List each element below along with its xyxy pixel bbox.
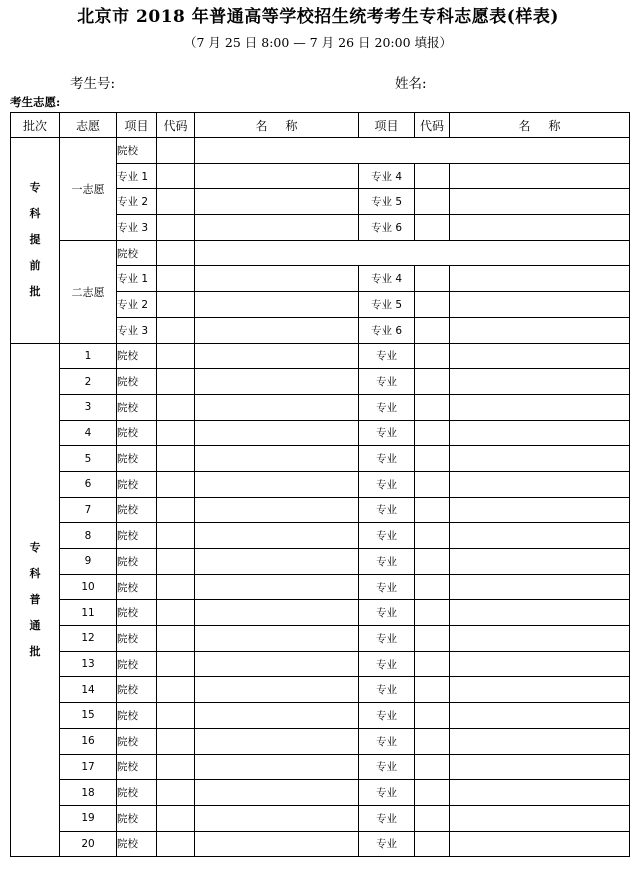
major-code-cell[interactable] (415, 831, 450, 857)
major-name-cell[interactable] (450, 343, 630, 369)
wish-number: 7 (60, 497, 117, 523)
major-item-label-2: 专业 4 (359, 163, 415, 189)
wish-number: 5 (60, 446, 117, 472)
wish-label: 二志愿 (60, 240, 117, 343)
school-name-cell[interactable] (195, 831, 359, 857)
wish-number: 14 (60, 677, 117, 703)
major-code-cell-2[interactable] (415, 292, 450, 318)
wish-number: 2 (60, 369, 117, 395)
regular-batch-label-char: 批 (29, 644, 41, 658)
school-code-cell[interactable] (157, 471, 195, 497)
school-item-label: 院校 (117, 549, 157, 575)
wish-number: 6 (60, 471, 117, 497)
major-code-cell[interactable] (415, 471, 450, 497)
school-item-label: 院校 (117, 831, 157, 857)
school-item-label: 院校 (117, 626, 157, 652)
major-code-cell[interactable] (415, 651, 450, 677)
school-item-label: 院校 (117, 805, 157, 831)
wish-label: 一志愿 (60, 138, 117, 241)
major-code-cell[interactable] (157, 266, 195, 292)
wish-number: 11 (60, 600, 117, 626)
wish-number: 16 (60, 728, 117, 754)
major-code-cell[interactable] (157, 317, 195, 343)
regular-row (11, 574, 630, 600)
major-name-cell[interactable] (450, 831, 630, 857)
school-item-label: 院校 (117, 420, 157, 446)
major-code-cell-2[interactable] (415, 317, 450, 343)
regular-row (11, 471, 630, 497)
col-header-name-2: 名称 (450, 113, 630, 138)
major-item-label: 专业 (359, 754, 415, 780)
form-title: 北京市 2018 年普通高等学校招生统考考生专科志愿表(样表) (77, 7, 559, 27)
school-code-cell[interactable] (157, 677, 195, 703)
school-code-cell[interactable] (157, 369, 195, 395)
early-school-row (11, 138, 630, 164)
major-name-cell-2[interactable] (450, 292, 630, 318)
major-name-cell[interactable] (195, 215, 359, 241)
wish-number: 20 (60, 831, 117, 857)
regular-batch-label-char: 通 (29, 618, 41, 632)
major-item-label-2: 专业 5 (359, 189, 415, 215)
major-item-label: 专业 (359, 626, 415, 652)
school-name-cell[interactable] (195, 420, 359, 446)
school-item-label: 院校 (117, 240, 157, 266)
major-item-label-2: 专业 5 (359, 292, 415, 318)
regular-row (11, 369, 630, 395)
early-batch-label-char: 专 (29, 181, 41, 195)
major-code-cell[interactable] (157, 189, 195, 215)
school-code-cell[interactable] (157, 728, 195, 754)
major-code-cell[interactable] (415, 780, 450, 806)
major-code-cell-2[interactable] (415, 163, 450, 189)
major-item-label: 专业 (359, 420, 415, 446)
school-name-cell[interactable] (195, 523, 359, 549)
regular-row (11, 728, 630, 754)
regular-batch-label (11, 343, 60, 857)
school-code-cell[interactable] (157, 626, 195, 652)
early-batch-label-char: 批 (29, 285, 41, 299)
school-name-cell[interactable] (195, 549, 359, 575)
major-code-cell[interactable] (415, 523, 450, 549)
school-code-cell[interactable] (157, 549, 195, 575)
candidate-name-label: 姓名: (395, 76, 427, 92)
wish-number: 9 (60, 549, 117, 575)
major-item-label: 专业 (359, 780, 415, 806)
school-item-label: 院校 (117, 446, 157, 472)
school-item-label: 院校 (117, 728, 157, 754)
school-code-cell[interactable] (157, 574, 195, 600)
school-code-cell[interactable] (157, 446, 195, 472)
school-name-cell[interactable] (195, 497, 359, 523)
early-batch-label-char: 前 (29, 259, 41, 273)
major-item-label: 专业 (359, 343, 415, 369)
major-code-cell-2[interactable] (415, 266, 450, 292)
major-name-cell[interactable] (450, 471, 630, 497)
col-header-wish: 志愿 (60, 113, 117, 138)
major-code-cell[interactable] (157, 215, 195, 241)
major-name-cell[interactable] (450, 600, 630, 626)
school-code-cell[interactable] (157, 780, 195, 806)
major-code-cell[interactable] (415, 549, 450, 575)
major-name-cell-2[interactable] (450, 215, 630, 241)
header-row (11, 113, 630, 138)
major-code-cell[interactable] (415, 343, 450, 369)
major-item-label: 专业 (359, 523, 415, 549)
school-item-label: 院校 (117, 780, 157, 806)
school-name-cell[interactable] (195, 369, 359, 395)
major-code-cell[interactable] (415, 497, 450, 523)
school-code-cell[interactable] (157, 805, 195, 831)
major-name-cell-2[interactable] (450, 189, 630, 215)
school-name-cell[interactable] (195, 600, 359, 626)
early-batch-label-char: 科 (29, 207, 41, 221)
regular-batch-label-char: 专 (29, 540, 41, 554)
candidate-id-label: 考生号: (70, 76, 116, 92)
major-item-label: 专业 (359, 703, 415, 729)
major-code-cell-2[interactable] (415, 189, 450, 215)
school-code-cell[interactable] (157, 394, 195, 420)
major-name-cell[interactable] (195, 292, 359, 318)
major-item-label-2: 专业 4 (359, 266, 415, 292)
major-item-label: 专业 (359, 549, 415, 575)
regular-batch-label-char: 普 (29, 592, 41, 606)
major-code-cell[interactable] (415, 574, 450, 600)
school-name-cell[interactable] (195, 394, 359, 420)
major-name-cell[interactable] (195, 163, 359, 189)
school-item-label: 院校 (117, 703, 157, 729)
major-item-label: 专业 (359, 805, 415, 831)
wish-number: 3 (60, 394, 117, 420)
regular-row (11, 549, 630, 575)
wish-number: 19 (60, 805, 117, 831)
major-item-label: 专业 (359, 369, 415, 395)
major-name-cell[interactable] (195, 317, 359, 343)
col-header-code-2: 代码 (415, 113, 450, 138)
regular-row (11, 343, 630, 369)
school-item-label: 院校 (117, 497, 157, 523)
school-code-cell[interactable] (157, 831, 195, 857)
major-item-label: 专业 2 (117, 189, 157, 215)
col-header-item-2: 项目 (359, 113, 415, 138)
early-batch-label-char: 提 (29, 233, 41, 247)
major-name-cell[interactable] (450, 780, 630, 806)
major-item-label: 专业 3 (117, 317, 157, 343)
regular-row (11, 651, 630, 677)
major-item-label: 专业 (359, 831, 415, 857)
school-code-cell[interactable] (157, 343, 195, 369)
major-item-label: 专业 (359, 446, 415, 472)
regular-row (11, 420, 630, 446)
major-name-cell[interactable] (450, 574, 630, 600)
wish-number: 18 (60, 780, 117, 806)
major-item-label: 专业 (359, 728, 415, 754)
regular-row (11, 394, 630, 420)
major-item-label-2: 专业 6 (359, 317, 415, 343)
regular-row (11, 780, 630, 806)
early-school-row (11, 240, 630, 266)
school-name-cell[interactable] (195, 805, 359, 831)
major-name-cell[interactable] (450, 549, 630, 575)
major-name-cell-2[interactable] (450, 317, 630, 343)
major-name-cell[interactable] (195, 266, 359, 292)
school-item-label: 院校 (117, 369, 157, 395)
col-header-code: 代码 (157, 113, 195, 138)
major-code-cell[interactable] (415, 754, 450, 780)
wishes-label: 考生志愿: (10, 95, 61, 109)
school-item-label: 院校 (117, 343, 157, 369)
wish-number: 15 (60, 703, 117, 729)
school-item-label: 院校 (117, 471, 157, 497)
school-item-label: 院校 (117, 677, 157, 703)
school-code-cell[interactable] (157, 754, 195, 780)
school-code-cell[interactable] (157, 497, 195, 523)
col-header-item: 项目 (117, 113, 157, 138)
major-item-label: 专业 1 (117, 163, 157, 189)
major-name-cell[interactable] (450, 677, 630, 703)
form-subtitle: （7 月 25 日 8:00 — 7 月 26 日 20:00 填报） (183, 35, 453, 50)
major-code-cell[interactable] (415, 677, 450, 703)
school-code-cell[interactable] (157, 420, 195, 446)
major-name-cell[interactable] (450, 754, 630, 780)
school-code-cell[interactable] (157, 523, 195, 549)
school-name-cell[interactable] (195, 780, 359, 806)
major-name-cell[interactable] (450, 446, 630, 472)
school-item-label: 院校 (117, 754, 157, 780)
school-name-cell[interactable] (195, 343, 359, 369)
regular-row (11, 831, 630, 857)
major-name-cell[interactable] (450, 805, 630, 831)
major-code-cell[interactable] (157, 292, 195, 318)
major-code-cell[interactable] (415, 703, 450, 729)
major-code-cell[interactable] (415, 446, 450, 472)
col-header-name: 名称 (195, 113, 359, 138)
school-name-cell[interactable] (195, 574, 359, 600)
major-item-label: 专业 (359, 497, 415, 523)
major-code-cell[interactable] (415, 600, 450, 626)
major-item-label: 专业 2 (117, 292, 157, 318)
wish-number: 13 (60, 651, 117, 677)
major-item-label: 专业 (359, 471, 415, 497)
wish-number: 8 (60, 523, 117, 549)
regular-row (11, 446, 630, 472)
school-code-cell[interactable] (157, 651, 195, 677)
school-name-cell[interactable] (195, 703, 359, 729)
wish-number: 4 (60, 420, 117, 446)
school-item-label: 院校 (117, 600, 157, 626)
major-name-cell[interactable] (450, 497, 630, 523)
major-name-cell[interactable] (450, 523, 630, 549)
regular-row (11, 754, 630, 780)
major-item-label-2: 专业 6 (359, 215, 415, 241)
wish-number: 1 (60, 343, 117, 369)
school-name-cell[interactable] (195, 626, 359, 652)
school-name-cell[interactable] (195, 754, 359, 780)
regular-row (11, 600, 630, 626)
school-name-cell[interactable] (195, 651, 359, 677)
school-item-label: 院校 (117, 394, 157, 420)
wish-form-table (10, 112, 630, 857)
major-code-cell[interactable] (415, 626, 450, 652)
major-name-cell[interactable] (450, 728, 630, 754)
regular-row (11, 703, 630, 729)
major-name-cell[interactable] (450, 626, 630, 652)
major-item-label: 专业 (359, 600, 415, 626)
school-code-cell[interactable] (157, 240, 195, 266)
major-name-cell[interactable] (450, 703, 630, 729)
school-name-cell[interactable] (195, 728, 359, 754)
major-code-cell[interactable] (415, 420, 450, 446)
major-name-cell[interactable] (450, 420, 630, 446)
school-name-cell[interactable] (195, 471, 359, 497)
regular-row (11, 677, 630, 703)
regular-row (11, 805, 630, 831)
major-item-label: 专业 (359, 677, 415, 703)
school-name-cell[interactable] (195, 446, 359, 472)
regular-row (11, 523, 630, 549)
major-code-cell[interactable] (415, 805, 450, 831)
school-item-label: 院校 (117, 138, 157, 164)
school-name-cell[interactable] (195, 138, 630, 164)
major-item-label: 专业 (359, 651, 415, 677)
major-item-label: 专业 3 (117, 215, 157, 241)
major-code-cell[interactable] (415, 394, 450, 420)
school-item-label: 院校 (117, 574, 157, 600)
major-name-cell[interactable] (450, 651, 630, 677)
school-name-cell[interactable] (195, 677, 359, 703)
major-item-label: 专业 1 (117, 266, 157, 292)
major-item-label: 专业 (359, 574, 415, 600)
major-code-cell[interactable] (157, 163, 195, 189)
regular-row (11, 497, 630, 523)
major-name-cell[interactable] (450, 369, 630, 395)
wish-number: 17 (60, 754, 117, 780)
early-batch-label (11, 138, 60, 344)
major-code-cell-2[interactable] (415, 215, 450, 241)
wish-number: 10 (60, 574, 117, 600)
regular-row (11, 626, 630, 652)
major-name-cell-2[interactable] (450, 163, 630, 189)
col-header-batch: 批次 (11, 113, 60, 138)
wish-number: 12 (60, 626, 117, 652)
major-item-label: 专业 (359, 394, 415, 420)
school-code-cell[interactable] (157, 138, 195, 164)
major-code-cell[interactable] (415, 369, 450, 395)
major-name-cell-2[interactable] (450, 266, 630, 292)
school-name-cell[interactable] (195, 240, 630, 266)
school-item-label: 院校 (117, 651, 157, 677)
school-code-cell[interactable] (157, 703, 195, 729)
regular-batch-label-char: 科 (29, 566, 41, 580)
major-code-cell[interactable] (415, 728, 450, 754)
school-item-label: 院校 (117, 523, 157, 549)
major-name-cell[interactable] (195, 189, 359, 215)
school-code-cell[interactable] (157, 600, 195, 626)
major-name-cell[interactable] (450, 394, 630, 420)
